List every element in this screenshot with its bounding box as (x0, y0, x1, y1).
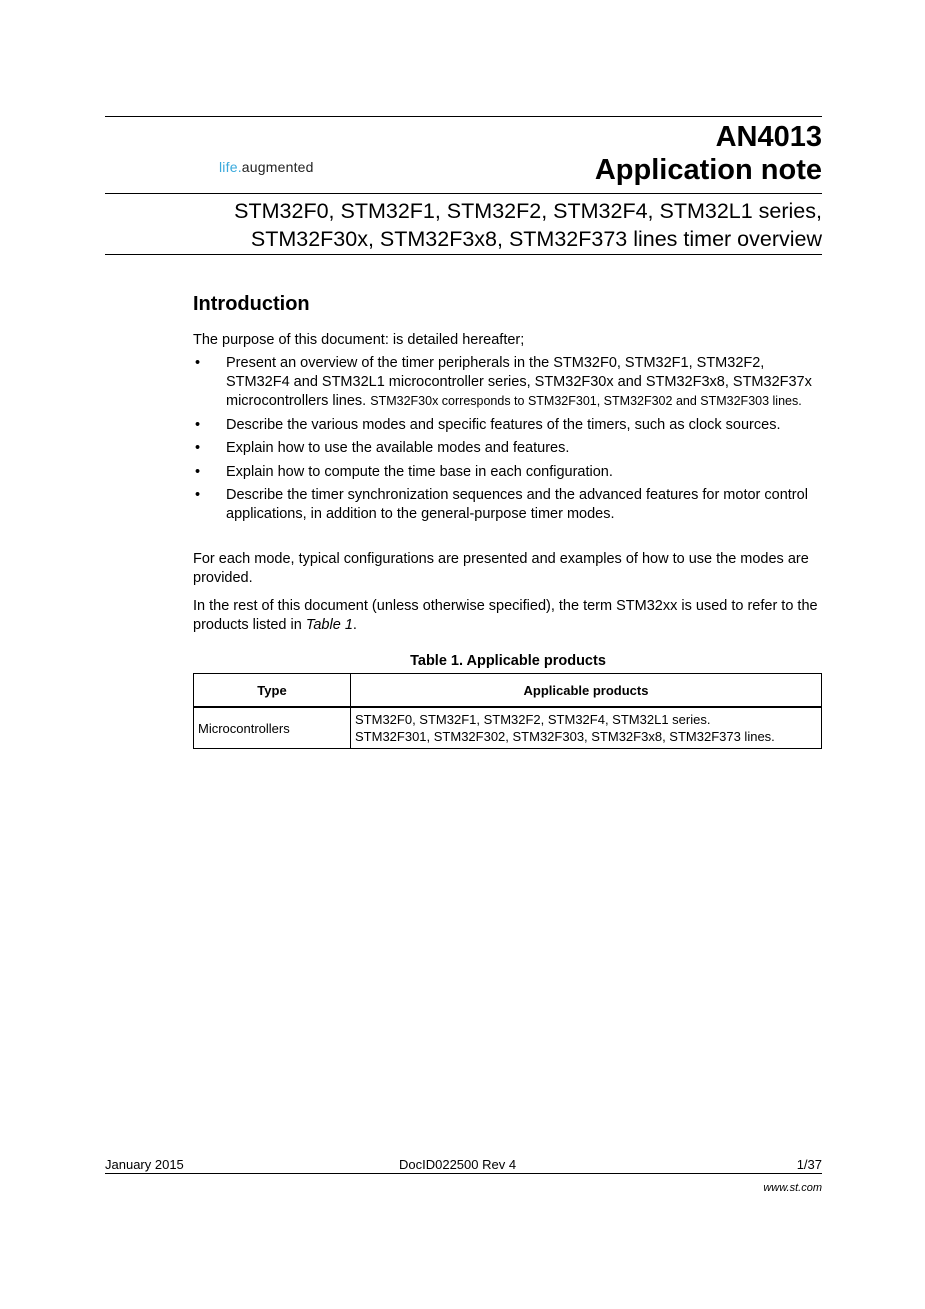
list-item: • Describe the various modes and specific features of the timers, such as clock sources. (195, 416, 781, 433)
header-top-rule (105, 116, 822, 117)
list-item: • Describe the timer synchronization sequences and the advanced features for motor control applications, in addition to the general-purpose timer modes. (195, 487, 808, 522)
table-caption: Table 1. Applicable products (410, 653, 606, 669)
list-item: • Explain how to compute the time base in each configuration. (195, 463, 613, 480)
footer-url-link[interactable]: www.st.com (763, 1182, 822, 1194)
scope-paragraph: In the rest of this document (unless otherwise specified), the term STM32xx is used to refer to the products listed in Table 1. (193, 598, 818, 633)
section-heading-introduction: Introduction (193, 293, 310, 315)
list-item-note: STM32F30x corresponds to STM32F301, STM32F302 and STM32F303 lines. (370, 394, 802, 408)
footer-rule (105, 1173, 822, 1174)
document-subtitle (105, 197, 822, 253)
bullet-icon: • (195, 487, 201, 503)
table-reference-link[interactable]: Table 1 (305, 617, 353, 633)
bullet-icon: • (195, 440, 201, 456)
footer-date: January 2015 (105, 1157, 184, 1172)
document-type: Application note (594, 154, 822, 186)
footer-page-number: 1/37 (796, 1157, 822, 1172)
table-header-row (194, 674, 822, 708)
applicable-products-table (193, 673, 822, 749)
bullet-icon: • (195, 355, 201, 371)
list-item: • Explain how to use the available modes and features. (195, 440, 570, 456)
bullet-icon: • (195, 463, 201, 480)
st-logo-tagline: life.augmented (219, 159, 314, 175)
objectives-list (193, 354, 823, 529)
bullet-icon: • (195, 416, 201, 433)
table-row (194, 707, 822, 749)
cell-products: STM32F0, STM32F1, STM32F2, STM32F4, STM32L1 series. STM32F301, STM32F302, STM32F303, STM32F3x8, STM32F373 lines. (351, 707, 822, 749)
list-item: • Present an overview of the timer peripherals in the STM32F0, STM32F1, STM32F2, STM32F4 and STM32L1 microcontroller series, STM32F30x and STM32F3x8, STM32F37x microcontrollers lines. STM32F30x corresponds to STM32F301, STM32F302 and STM32F303 lines. (195, 355, 812, 409)
column-header-products: Applicable products (351, 674, 822, 708)
subtitle-line-1: STM32F0, STM32F1, STM32F2, STM32F4, STM32L1 series, (234, 199, 822, 223)
purpose-paragraph: The purpose of this document: is detailed hereafter; (193, 332, 525, 348)
document-number: AN4013 (715, 121, 822, 153)
header-bottom-rule (105, 254, 822, 255)
cell-type: Microcontrollers (194, 707, 351, 749)
modes-paragraph: For each mode, typical configurations are presented and examples of how to use the modes are provided. (193, 551, 809, 586)
subtitle-line-2: STM32F30x, STM32F3x8, STM32F373 lines timer overview (250, 227, 822, 251)
column-header-type: Type (194, 674, 351, 708)
header-middle-rule (105, 193, 822, 194)
footer-doc-id: DocID022500 Rev 4 (399, 1157, 517, 1172)
